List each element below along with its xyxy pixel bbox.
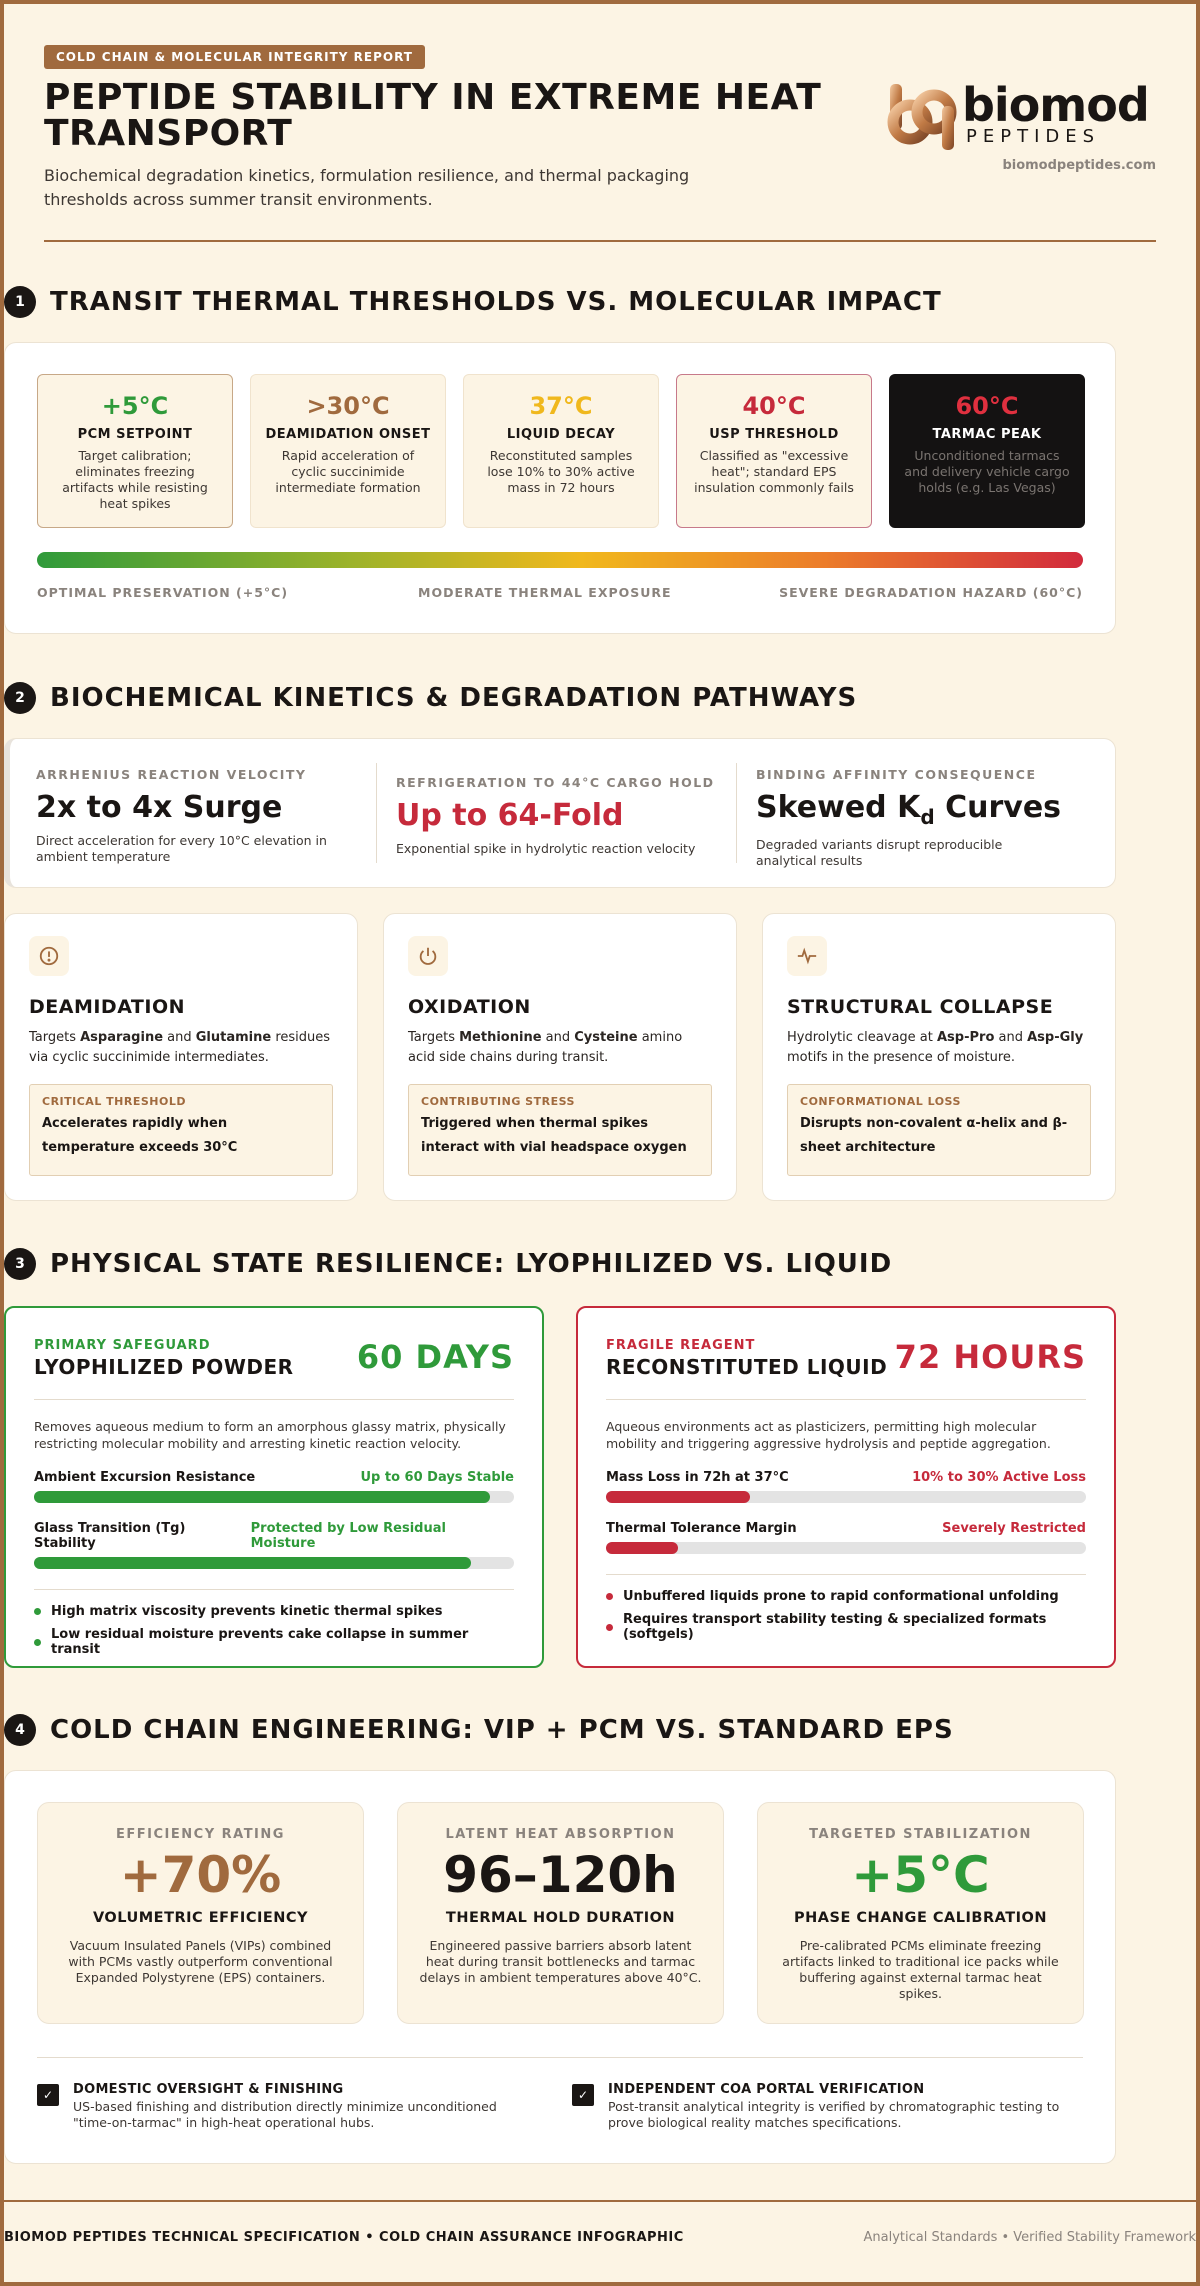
section-number: 1: [4, 286, 36, 318]
panel-divider: [37, 2057, 1083, 2058]
metric-desc: Pre-calibrated PCMs eliminate freezing artifacts linked to traditional ice packs while buffering against external tarmac heat spikes.: [782, 1938, 1059, 2001]
pathway-title: STRUCTURAL COLLAPSE: [787, 996, 1054, 1018]
state-bullets: [34, 1604, 514, 1657]
page-subtitle: Biochemical degradation kinetics, formulation resilience, and thermal packaging thresholds across summer transit environments.: [44, 166, 690, 209]
section-3-heading: [4, 1248, 892, 1280]
metric-kicker: LATENT HEAT ABSORPTION: [445, 1827, 676, 1842]
website-link[interactable]: biomodpeptides.com: [1002, 158, 1156, 173]
state-desc: Aqueous environments act as plasticizers, permitting high molecular mobility and triggering aggressive hydrolysis and peptide aggregation.: [606, 1419, 1051, 1451]
check-desc: US-based finishing and distribution directly minimize unconditioned "time-on-tarmac" in high-heat operational hubs.: [73, 2099, 497, 2130]
kinetics-col-binding: [756, 739, 1061, 887]
metric-label: PHASE CHANGE CALIBRATION: [794, 1910, 1047, 1926]
power-icon: [408, 936, 448, 976]
threshold-desc: Classified as "excessive heat"; standard EPS insulation commonly fails: [694, 448, 854, 495]
metric-value: Up to 60 Days Stable: [360, 1470, 514, 1485]
kinetics-divider: [376, 763, 377, 863]
footer-left-text: BIOMOD PEPTIDES TECHNICAL SPECIFICATION • COLD CHAIN ASSURANCE INFOGRAPHIC: [4, 2230, 684, 2245]
metric-label: Thermal Tolerance Margin: [606, 1521, 797, 1536]
footer-divider: [4, 2200, 1196, 2202]
kinetics-desc: Direct acceleration for every 10°C elevation in ambient temperature: [36, 833, 327, 864]
pathway-card-structural-collapse: [762, 913, 1116, 1201]
liquid-card: [576, 1306, 1116, 1668]
section-title: PHYSICAL STATE RESILIENCE: LYOPHILIZED VS. LIQUID: [50, 1249, 893, 1279]
metric-label: VOLUMETRIC EFFICIENCY: [92, 1910, 309, 1926]
state-divider: [606, 1574, 1086, 1575]
logo-subword: PEPTIDES: [966, 126, 1101, 147]
state-kicker: PRIMARY SAFEGUARD: [34, 1338, 211, 1353]
bullet-dot: [34, 1639, 41, 1646]
check-item-coa: [572, 2082, 1092, 2131]
pathway-note: [408, 1084, 712, 1176]
threshold-temp: 40°C: [742, 392, 806, 420]
state-desc: Removes aqueous medium to form an amorphous glassy matrix, physically restricting molecular mobility and arresting kinetic reaction velocity.: [34, 1419, 506, 1451]
bullet-item: Requires transport stability testing & specialized formats (softgels): [606, 1612, 1086, 1642]
threshold-label: PCM SETPOINT: [77, 427, 193, 442]
scale-label-left: OPTIMAL PRESERVATION (+5°C): [37, 585, 289, 600]
alert-circle-icon: [29, 936, 69, 976]
threshold-desc: Unconditioned tarmacs and delivery vehicle cargo holds (e.g. Las Vegas): [904, 448, 1070, 495]
metric-value: 10% to 30% Active Loss: [912, 1470, 1086, 1485]
metric-label: Glass Transition (Tg) Stability: [34, 1521, 186, 1551]
metric-card-efficiency: [37, 1802, 364, 2024]
threshold-temp: 60°C: [955, 392, 1019, 420]
kinetics-value: [756, 790, 1061, 829]
metric-track: [606, 1542, 1086, 1554]
pathway-note-kicker: CRITICAL THRESHOLD: [42, 1095, 186, 1108]
metric-desc: Engineered passive barriers absorb latent heat during transit bottlenecks and tarmac delays in ambient temperatures above 40°C.: [419, 1938, 702, 1985]
state-divider: [34, 1399, 514, 1400]
page-title: PEPTIDE STABILITY IN EXTREME HEAT TRANSPORT: [44, 77, 822, 154]
scale-label-right: SEVERE DEGRADATION HAZARD (60°C): [779, 585, 1083, 600]
pathway-card-deamidation: [4, 913, 358, 1201]
metric-track: [606, 1491, 1086, 1503]
kinetics-kicker: ARRHENIUS REACTION VELOCITY: [36, 767, 307, 782]
kinetics-panel: [4, 738, 1116, 888]
metric-value: 96–120h: [443, 1846, 678, 1904]
checkbox-checked-icon: ✓: [572, 2084, 594, 2106]
scale-label-middle: MODERATE THERMAL EXPOSURE: [418, 585, 672, 600]
metric-label: Ambient Excursion Resistance: [34, 1470, 256, 1485]
pathway-note-kicker: CONTRIBUTING STRESS: [421, 1095, 575, 1108]
logo-word: biomod: [962, 78, 1149, 132]
bullet-item: Unbuffered liquids prone to rapid conformational unfolding: [606, 1589, 1086, 1604]
threshold-desc: Rapid acceleration of cyclic succinimide intermediate formation: [275, 448, 421, 495]
section-4-heading: [4, 1714, 954, 1746]
metric-mass-loss: [606, 1470, 1086, 1503]
pathway-title: DEAMIDATION: [29, 996, 186, 1018]
section-2-heading: [4, 682, 857, 714]
pathway-desc: Targets Asparagine and Glutamine residues via cyclic succinimide intermediates.: [29, 1030, 331, 1065]
section-title: BIOCHEMICAL KINETICS & DEGRADATION PATHWAYS: [50, 683, 858, 713]
metric-fill: [606, 1542, 678, 1554]
threshold-label: DEAMIDATION ONSET: [265, 427, 431, 442]
footer-right-text: Analytical Standards • Verified Stability Framework: [863, 2230, 1196, 2245]
check-title: DOMESTIC OVERSIGHT & FINISHING: [73, 2082, 344, 2097]
section-number: 2: [4, 682, 36, 714]
bullet-dot: [606, 1624, 613, 1631]
threshold-label: TARMAC PEAK: [932, 427, 1042, 442]
kinetics-kicker: BINDING AFFINITY CONSEQUENCE: [756, 767, 1037, 782]
kinetics-col-refrigeration: [396, 739, 715, 887]
metric-value: Protected by Low Residual Moisture: [250, 1521, 446, 1551]
threshold-label: USP THRESHOLD: [709, 427, 839, 442]
metric-desc: Vacuum Insulated Panels (VIPs) combined with PCMs vastly outperform conventional Expanded Polystyrene (EPS) containers.: [68, 1938, 333, 1985]
pathway-note-kicker: CONFORMATIONAL LOSS: [800, 1095, 961, 1108]
bullet-dot: [606, 1593, 613, 1600]
pathway-desc: Hydrolytic cleavage at Asp-Pro and Asp-Gly motifs in the presence of moisture.: [787, 1030, 1084, 1065]
kinetics-value: Up to 64-Fold: [396, 798, 624, 833]
threshold-label: LIQUID DECAY: [506, 427, 616, 442]
state-title: LYOPHILIZED POWDER: [34, 1355, 294, 1379]
section-number: 4: [4, 1714, 36, 1746]
metric-card-phase-change: [757, 1802, 1084, 2024]
pathway-note: [787, 1084, 1091, 1176]
threshold-card-liquid-decay: [463, 374, 659, 528]
pathway-note-text: Accelerates rapidly when temperature exceeds 30°C: [42, 1116, 238, 1155]
cold-chain-panel: [4, 1770, 1116, 2164]
kinetics-divider: [736, 763, 737, 863]
checkbox-checked-icon: ✓: [37, 2084, 59, 2106]
check-title: INDEPENDENT COA PORTAL VERIFICATION: [608, 2082, 925, 2097]
state-divider: [606, 1399, 1086, 1400]
state-divider: [34, 1589, 514, 1590]
pathway-card-oxidation: [383, 913, 737, 1201]
state-kicker: FRAGILE REAGENT: [606, 1338, 756, 1353]
header: [44, 4, 1156, 244]
kinetics-value-post: Curves: [934, 790, 1062, 825]
kinetics-value-sub: d: [920, 805, 935, 829]
activity-icon: [787, 936, 827, 976]
metric-track: [34, 1557, 514, 1569]
threshold-card-pcm: [37, 374, 233, 528]
pathway-note: [29, 1084, 333, 1176]
kinetics-col-arrhenius: [36, 739, 336, 887]
metric-fill: [34, 1491, 490, 1503]
pathway-note-text: Triggered when thermal spikes interact with vial headspace oxygen: [421, 1116, 687, 1155]
section-number: 3: [4, 1248, 36, 1280]
metric-fill: [606, 1491, 750, 1503]
metric-label: THERMAL HOLD DURATION: [445, 1910, 676, 1926]
metric-value: Severely Restricted: [942, 1521, 1086, 1536]
metric-value: +70%: [119, 1846, 282, 1904]
brand-logo: [886, 78, 1156, 152]
state-duration: 60 DAYS: [356, 1338, 514, 1376]
state-duration: 72 HOURS: [894, 1338, 1086, 1376]
check-item-domestic: [37, 2082, 537, 2131]
bullet-dot: [34, 1608, 41, 1615]
section-title: COLD CHAIN ENGINEERING: VIP + PCM VS. STANDARD EPS: [50, 1715, 954, 1745]
pathway-title: OXIDATION: [408, 996, 531, 1018]
threshold-card-usp: [676, 374, 872, 528]
pathway-note-text: Disrupts non-covalent α-helix and β-sheet architecture: [800, 1116, 1068, 1155]
pathway-desc: Targets Methionine and Cysteine amino acid side chains during transit.: [408, 1030, 683, 1065]
state-bullets: [606, 1589, 1086, 1642]
metric-track: [34, 1491, 514, 1503]
thermal-gradient-bar: [37, 552, 1083, 568]
header-divider: [44, 240, 1156, 242]
state-title: RECONSTITUTED LIQUID: [606, 1355, 888, 1379]
threshold-desc: Reconstituted samples lose 10% to 30% active mass in 72 hours: [487, 448, 635, 495]
page: [4, 4, 1196, 2282]
section-1-heading: [4, 286, 942, 318]
kinetics-value-pre: Skewed K: [756, 790, 921, 825]
threshold-temp: +5°C: [101, 392, 169, 420]
metric-fill: [34, 1557, 471, 1569]
metric-kicker: EFFICIENCY RATING: [116, 1827, 285, 1842]
metric-ambient-excursion: [34, 1470, 514, 1503]
threshold-card-deamidation: [250, 374, 446, 528]
kinetics-value: 2x to 4x Surge: [36, 790, 283, 825]
thresholds-panel: [4, 342, 1116, 634]
logo-mark-icon: [886, 82, 958, 152]
metric-label: Mass Loss in 72h at 37°C: [606, 1470, 789, 1485]
threshold-temp: >30°C: [306, 392, 390, 420]
check-desc: Post-transit analytical integrity is verified by chromatographic testing to prove biological reality matches specifications.: [608, 2099, 1060, 2130]
metric-kicker: TARGETED STABILIZATION: [809, 1827, 1032, 1842]
threshold-temp: 37°C: [529, 392, 593, 420]
kinetics-desc: Degraded variants disrupt reproducible analytical results: [756, 837, 1003, 868]
bullet-item: High matrix viscosity prevents kinetic thermal spikes: [34, 1604, 514, 1619]
kinetics-kicker: REFRIGERATION TO 44°C CARGO HOLD: [396, 775, 715, 790]
metric-card-thermal-hold: [397, 1802, 724, 2024]
section-title: TRANSIT THERMAL THRESHOLDS VS. MOLECULAR IMPACT: [50, 287, 942, 317]
report-tag: COLD CHAIN & MOLECULAR INTEGRITY REPORT: [44, 45, 425, 69]
threshold-card-tarmac: [889, 374, 1085, 528]
metric-value: +5°C: [851, 1846, 990, 1904]
metric-thermal-tolerance: [606, 1521, 1086, 1554]
metric-glass-transition: [34, 1521, 514, 1569]
kinetics-desc: Exponential spike in hydrolytic reaction velocity: [396, 841, 696, 856]
threshold-desc: Target calibration; eliminates freezing artifacts while resisting heat spikes: [62, 448, 208, 511]
lyophilized-card: [4, 1306, 544, 1668]
bullet-item: Low residual moisture prevents cake collapse in summer transit: [34, 1627, 514, 1657]
